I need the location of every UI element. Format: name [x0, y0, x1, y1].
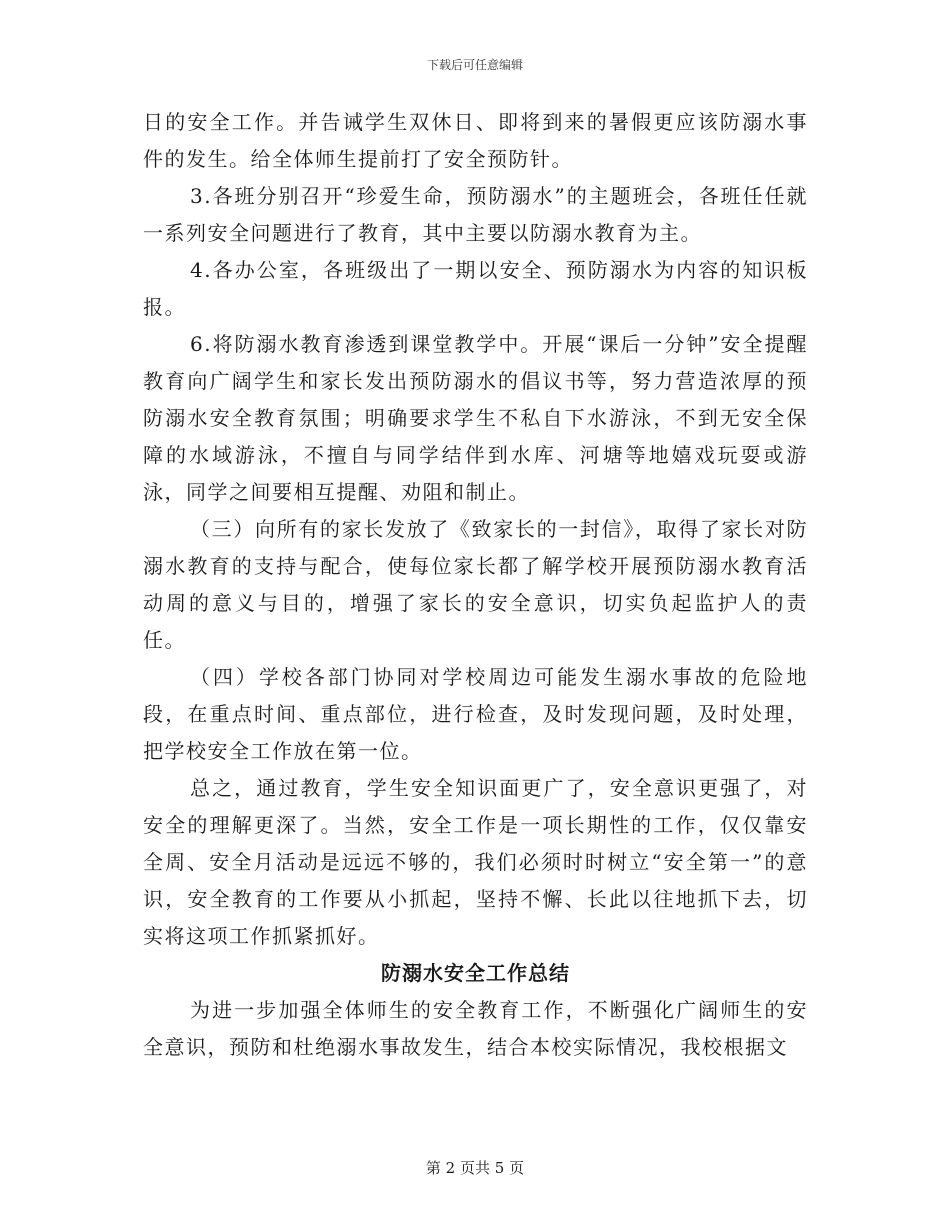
- paragraph-item-4: 4.各办公室，各班级出了一期以安全、预防溺水为内容的知识板报。: [143, 258, 808, 319]
- page-header: 下载后可任意编辑: [426, 58, 523, 72]
- paragraph-intro: 为进一步加强全体师生的安全教育工作，不断强化广阔师生的安全意识，预防和杜绝溺水事故发生，结合本校实际情况，我校根据文: [143, 998, 808, 1059]
- section-title: 防溺水安全工作总结: [381, 961, 570, 985]
- paragraph-item-3: 3.各班分别召开“珍爱生命，预防溺水”的主题班会，各班任任就一系列安全问题进行了教育，其中主要以防溺水教育为主。: [143, 184, 808, 245]
- paragraph-item-6: 6.将防溺水教育渗透到课堂教学中。开展“课后一分钟”安全提醒教育向广阔学生和家长发出预防溺水的倡议书等，努力营造浓厚的预防溺水安全教育氛围；明确要求学生不私自下水游泳，不到无安全保障的水域游泳，不擅自与同学结伴到水库、河塘等地嬉戏玩耍或游泳，同学之间要相互提醒、劝阻和制止。: [143, 332, 808, 504]
- document-body: [143, 104, 808, 1066]
- page-number: 第 2 页共 5 页: [425, 1159, 525, 1177]
- paragraph-section-3: （三）向所有的家长发放了《致家长的一封信》，取得了家长对防溺水教育的支持与配合，使每位家长都了解学校开展预防溺水教育活动周的意义与目的，增强了家长的安全意识，切实负起监护人的责任。: [143, 517, 808, 652]
- paragraph-section-4: （四）学校各部门协同对学校周边可能发生溺水事故的危险地段，在重点时间、重点部位，进行检查，及时发现问题，及时处理，把学校安全工作放在第一位。: [143, 665, 808, 763]
- paragraph-continuation: 日的安全工作。并告诫学生双休日、即将到来的暑假更应该防溺水事件的发生。给全体师生提前打了安全预防针。: [143, 110, 808, 171]
- paragraph-summary: 总之，通过教育，学生安全知识面更广了，安全意识更强了，对安全的理解更深了。当然，安全工作是一项长期性的工作，仅仅靠安全周、安全月活动是远远不够的，我们必须时时树立“安全第一”的意识，安全教育的工作要从小抓起，坚持不懈、长此以往地抓下去，切实将这项工作抓紧抓好。: [143, 776, 808, 948]
